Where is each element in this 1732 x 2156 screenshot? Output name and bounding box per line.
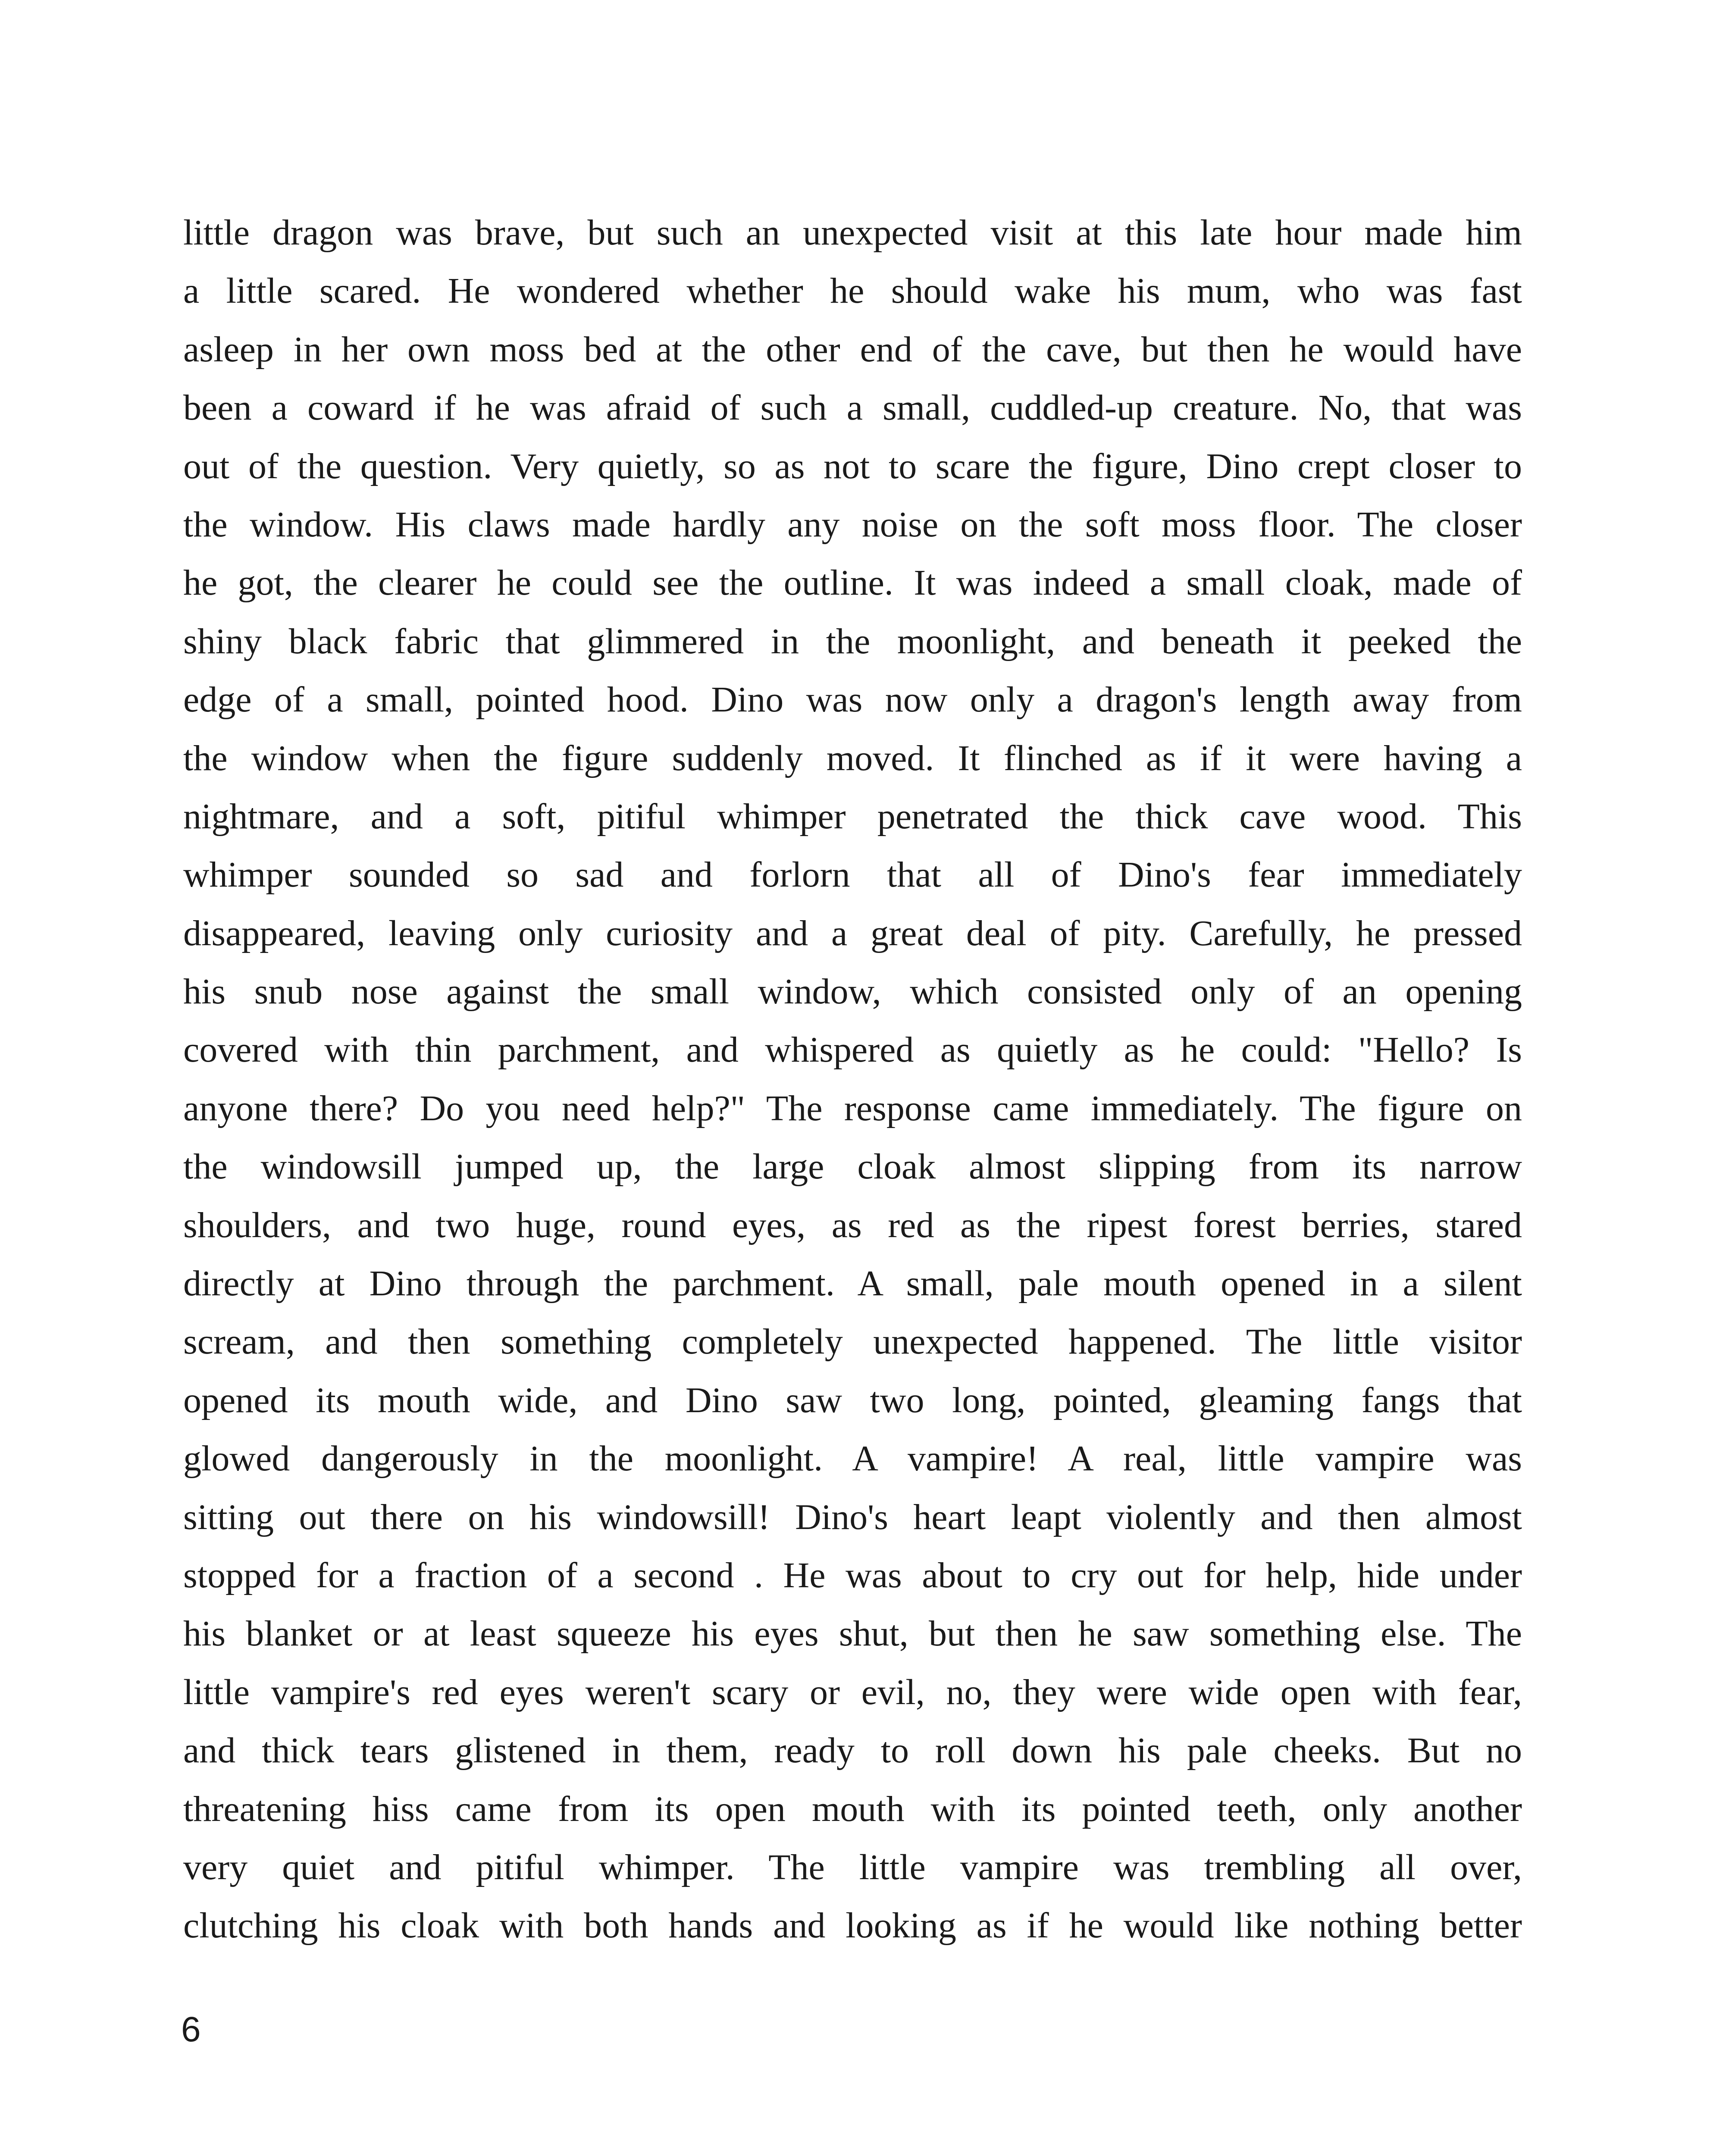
text-line: glowed dangerously in the moonlight. A vampire! A real, little vampire was	[183, 1438, 1522, 1479]
text-line: sitting out there on his windowsill! Dino's heart leapt violently and then almost	[183, 1497, 1522, 1537]
text-line: his snub nose against the small window, which consisted only of an opening	[183, 971, 1522, 1012]
text-line: threatening hiss came from its open mouth with its pointed teeth, only another	[183, 1789, 1522, 1829]
text-line: nightmare, and a soft, pitiful whimper penetrated the thick cave wood. This	[183, 796, 1522, 837]
text-line: disappeared, leaving only curiosity and a great deal of pity. Carefully, he pressed	[183, 913, 1522, 953]
text-line: and thick tears glistened in them, ready to roll down his pale cheeks. But no	[183, 1730, 1522, 1771]
text-line: opened its mouth wide, and Dino saw two long, pointed, gleaming fangs that	[183, 1380, 1522, 1420]
text-line: shiny black fabric that glimmered in the moonlight, and beneath it peeked the	[183, 621, 1522, 661]
text-line: shoulders, and two huge, round eyes, as red as the ripest forest berries, stared	[183, 1205, 1522, 1245]
text-line: he got, the clearer he could see the outline. It was indeed a small cloak, made of	[183, 563, 1522, 603]
text-line: little vampire's red eyes weren't scary or evil, no, they were wide open with fear,	[183, 1672, 1522, 1712]
text-line: whimper sounded so sad and forlorn that all of Dino's fear immediately	[183, 855, 1522, 895]
text-line: little dragon was brave, but such an unexpected visit at this late hour made him	[183, 213, 1522, 253]
text-line: a little scared. He wondered whether he should wake his mum, who was fast	[183, 271, 1522, 311]
text-line: very quiet and pitiful whimper. The little vampire was trembling all over,	[183, 1847, 1522, 1887]
text-line: asleep in her own moss bed at the other end of the cave, but then he would have	[183, 329, 1522, 370]
text-line: the windowsill jumped up, the large cloak almost slipping from its narrow	[183, 1147, 1522, 1187]
text-line: scream, and then something completely unexpected happened. The little visitor	[183, 1322, 1522, 1362]
text-line: the window when the figure suddenly moved. It flinched as if it were having a	[183, 738, 1522, 778]
text-line: anyone there? Do you need help?" The response came immediately. The figure on	[183, 1088, 1522, 1128]
text-line: the window. His claws made hardly any noise on the soft moss floor. The closer	[183, 504, 1522, 545]
text-line: been a coward if he was afraid of such a small, cuddled-up creature. No, that was	[183, 388, 1522, 428]
text-line: his blanket or at least squeeze his eyes shut, but then he saw something else. The	[183, 1614, 1522, 1654]
text-line: stopped for a fraction of a second . He was about to cry out for help, hide under	[183, 1555, 1522, 1595]
page-number: 6	[181, 2010, 201, 2049]
text-line: edge of a small, pointed hood. Dino was now only a dragon's length away from	[183, 680, 1522, 720]
text-line: clutching his cloak with both hands and looking as if he would like nothing better	[183, 1905, 1522, 1946]
text-line: directly at Dino through the parchment. A small, pale mouth opened in a silent	[183, 1263, 1522, 1304]
text-line: out of the question. Very quietly, so as not to scare the figure, Dino crept closer to	[183, 446, 1522, 486]
text-line: covered with thin parchment, and whispered as quietly as he could: "Hello? Is	[183, 1030, 1522, 1070]
story-paragraph	[183, 204, 1522, 1955]
